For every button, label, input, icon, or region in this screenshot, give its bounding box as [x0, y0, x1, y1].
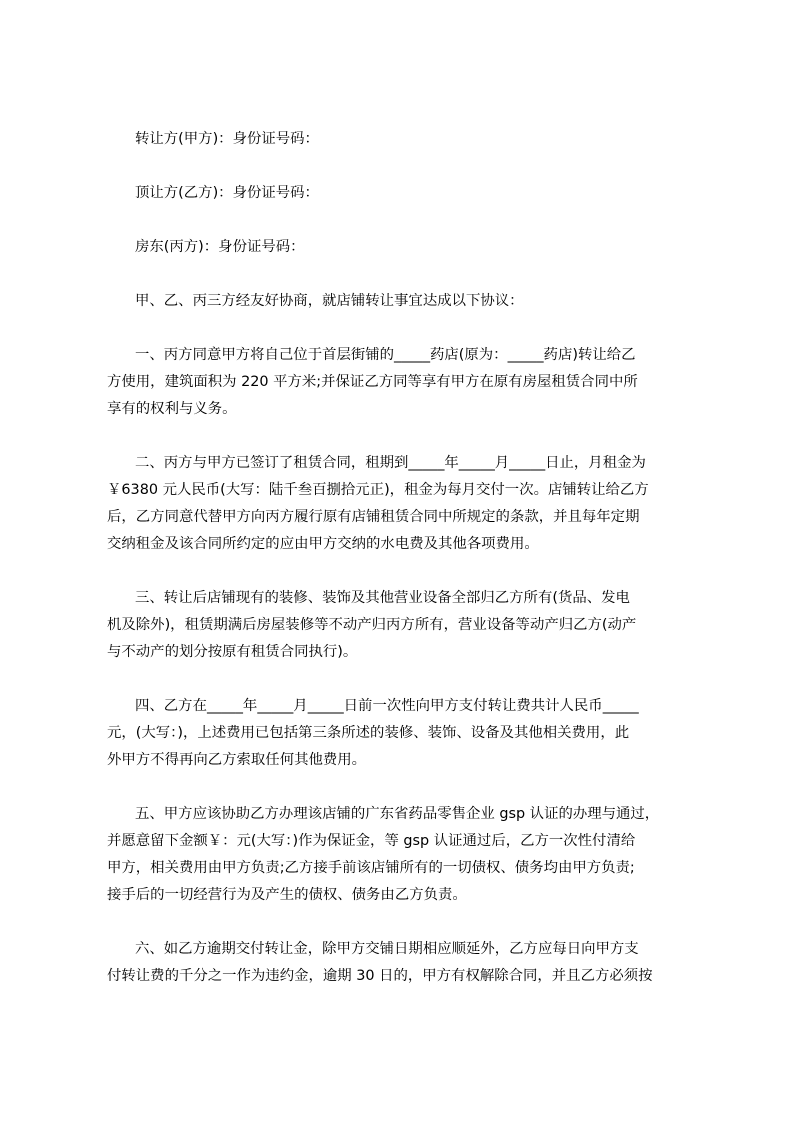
clause-1-line-1: 一、丙方同意甲方将自己位于首层街铺的_____药店(原为：_____药店)转让给乙 [135, 347, 636, 363]
clause-1-line-2: 方使用，建筑面积为 220 平方米;并保证乙方同等享有甲方在原有房屋租赁合同中所 [107, 374, 638, 390]
clause-4-line-3: 外甲方不得再向乙方索取任何其他费用。 [107, 752, 367, 768]
clause-1-line-3: 享有的权利与义务。 [107, 401, 237, 417]
clause-2-line-3: 后，乙方同意代替甲方向丙方履行原有店铺租赁合同中所规定的条款，并且每年定期 [107, 509, 640, 525]
clause-5-line-4: 接手后的一切经营行为及产生的债权、债务由乙方负责。 [107, 887, 467, 903]
clause-2-line-4: 交纳租金及该合同所约定的应由甲方交纳的水电费及其他各项费用。 [107, 536, 539, 552]
clause-2-line-2: ￥6380 元人民币(大写：陆千叁百捌拾元正)，租金为每月交付一次。店铺转让给乙方 [107, 482, 649, 498]
clause-3-line-2: 机及除外)，租赁期满后房屋装修等不动产归丙方所有，营业设备等动产归乙方(动产 [107, 617, 637, 633]
clause-5-line-2: 并愿意留下金额￥：元(大写：)作为保证金，等 gsp 认证通过后，乙方一次性付清给 [107, 833, 636, 849]
clause-5-line-3: 甲方，相关费用由甲方负责;乙方接手前该店铺所有的一切债权、债务均由甲方负责; [107, 860, 635, 876]
landlord-line: 房东(丙方)：身份证号码： [135, 239, 305, 255]
clause-6-line-2: 付转让费的千分之一作为违约金，逾期 30 日的，甲方有权解除合同，并且乙方必须按 [107, 968, 653, 984]
clause-2-line-1: 二、丙方与甲方已签订了租赁合同，租期到_____年_____月_____日止，月租金为 [135, 455, 646, 471]
clause-3-line-1: 三、转让后店铺现有的装修、装饰及其他营业设备全部归乙方所有(货品、发电 [135, 590, 630, 606]
clause-3-line-3: 与不动产的划分按原有租赁合同执行)。 [107, 644, 358, 660]
clause-5-line-1: 五、甲方应该协助乙方办理该店铺的广东省药品零售企业 gsp 认证的办理与通过， [135, 806, 660, 822]
clause-6-line-1: 六、如乙方逾期交付转让金，除甲方交铺日期相应顺延外，乙方应每日向甲方支 [135, 941, 639, 957]
clause-4-line-1: 四、乙方在_____年_____月_____日前一次性向甲方支付转让费共计人民币_____ [135, 698, 639, 714]
intro-paragraph: 甲、乙、丙三方经友好协商，就店铺转让事宜达成以下协议： [135, 293, 524, 309]
clause-4-line-2: 元，(大写：)，上述费用已包括第三条所述的装修、装饰、设备及其他相关费用，此 [107, 725, 630, 741]
transferee-line: 顶让方(乙方)：身份证号码： [135, 185, 319, 201]
transferor-line: 转让方(甲方)：身份证号码： [135, 131, 319, 147]
